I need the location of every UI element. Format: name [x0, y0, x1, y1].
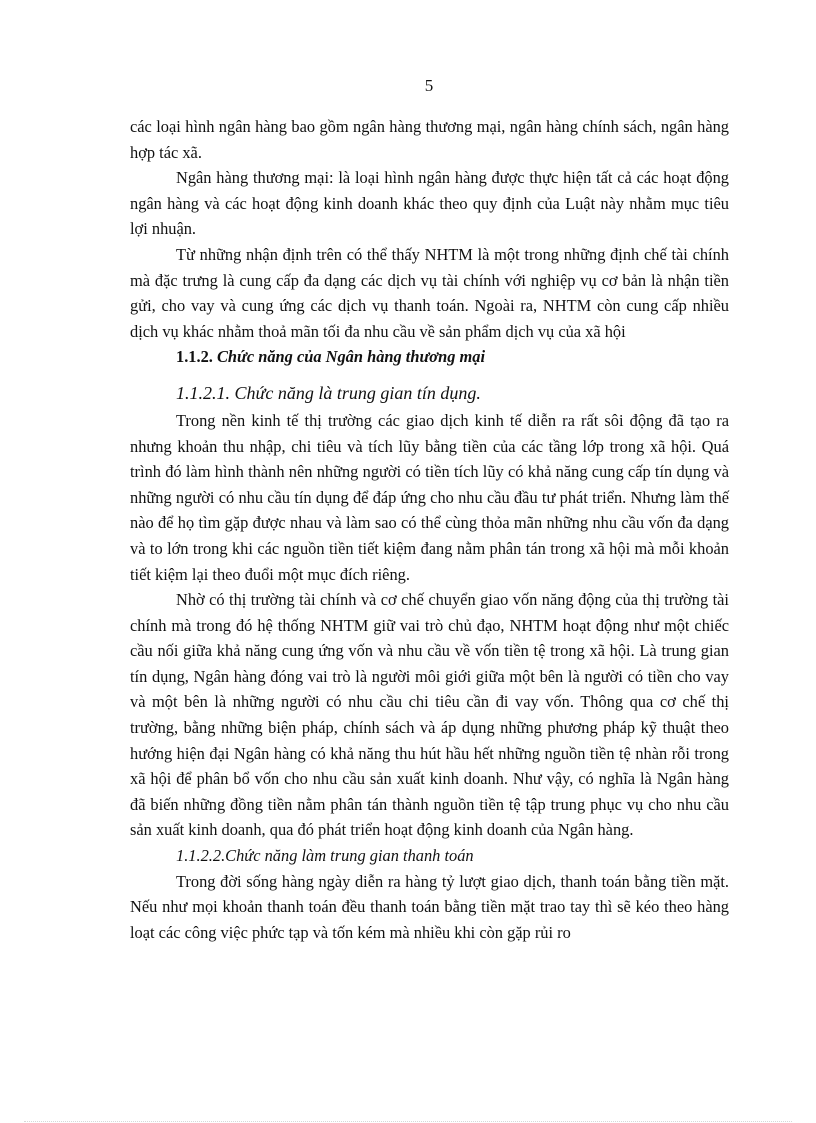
- subsection-heading: 1.1.2.1. Chức năng là trung gian tín dụng.: [176, 382, 481, 403]
- document-body: [130, 114, 729, 945]
- page-number: 5: [424, 76, 434, 95]
- paragraph: Ngân hàng thương mại: là loại hình ngân hàng được thực hiện tất cả các hoạt động ngân hàng và các hoạt động kinh doanh khác theo quy định của Luật này nhằm mục tiêu lợi nhuận.: [130, 168, 729, 239]
- paragraph: Trong đời sống hàng ngày diễn ra hàng tỷ lượt giao dịch, thanh toán bằng tiền mặt. Nếu như mọi khoản thanh toán đều thanh toán bằng tiền mặt trao tay thì sẽ kéo theo hàng loạt các công việc phức tạp và tốn kém mà nhiều khi còn gặp rủi ro: [130, 871, 729, 942]
- section-number: 1.1.2.: [176, 347, 213, 367]
- subsection-heading: 1.1.2.2.Chức năng làm trung gian thanh toán: [176, 846, 474, 866]
- section-heading: [130, 344, 729, 370]
- page-bottom-rule: [24, 1121, 792, 1122]
- paragraph: Nhờ có thị trường tài chính và cơ chế chuyển giao vốn năng động của thị trường tài chính mà trong đó hệ thống NHTM giữ vai trò chủ đạo, NHTM hoạt động như một chiếc cầu nối giữa khả năng cung ứng vốn và nhu cầu về vốn tiền tệ trong xã hội. Là trung gian tín dụng, Ngân hàng đóng vai trò là người môi giới giữa một bên là người có tiền cho vay và một bên là những người có nhu cầu chi tiêu cần đi vay vốn. Thông qua cơ chế thị trường, bằng những biện pháp, chính sách và áp dụng những phương pháp kỹ thuật theo hướng hiện đại Ngân hàng có khả năng thu hút hầu hết những nguồn tiền tệ nhàn rỗi trong xã hội để phân bổ vốn cho nhu cầu sản xuất kinh doanh. Như vậy, có nghĩa là Ngân hàng đã biến những đồng tiền nằm phân tán thành nguồn tiền tệ tập trung phục vụ cho nhu cầu sản xuất kinh doanh, qua đó phát triển hoạt động kinh doanh của Ngân hàng.: [130, 590, 729, 840]
- paragraph: Trong nền kinh tế thị trường các giao dịch kinh tế diễn ra rất sôi động đã tạo ra nhưng khoản thu nhập, chi tiêu và tích lũy bằng tiền của các tầng lớp trong xã hội. Quá trình đó làm hình thành nên những người có tiền tích lũy có khả năng cung cấp tín dụng và những người có nhu cầu tín dụng để đáp ứng cho nhu cầu đầu tư phát triển. Nhưng làm thế nào để họ tìm gặp được nhau và làm sao có thể cùng thỏa mãn những nhu cầu vốn đa dạng và to lớn trong khi các nguồn tiền tiết kiệm đang nằm phân tán trong xã hội mà mỗi khoản tiết kiệm lại theo đuổi một mục đích riêng.: [130, 410, 729, 584]
- paragraph: các loại hình ngân hàng bao gồm ngân hàng thương mại, ngân hàng chính sách, ngân hàng hợp tác xã.: [130, 117, 729, 162]
- section-title: Chức năng của Ngân hàng thương mại: [217, 347, 485, 367]
- paragraph: Từ những nhận định trên có thể thấy NHTM là một trong những định chế tài chính mà đặc trưng là cung cấp đa dạng các dịch vụ tài chính với nghiệp vụ cơ bản là nhận tiền gửi, cho vay và cung ứng các dịch vụ thanh toán. Ngoài ra, NHTM còn cung cấp nhiều dịch vụ khác nhằm thoả mãn tối đa nhu cầu về sản phẩm dịch vụ của xã hội: [130, 244, 729, 341]
